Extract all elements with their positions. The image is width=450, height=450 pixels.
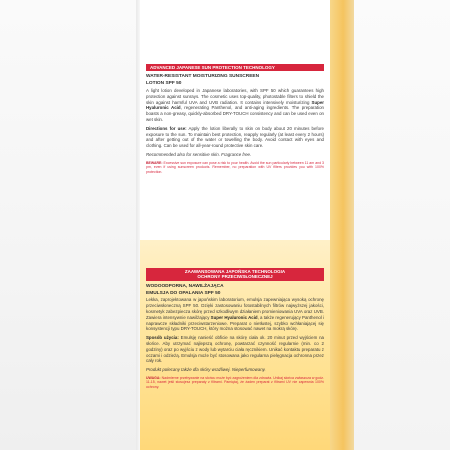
pl-section-header <box>146 268 324 281</box>
polish-section <box>146 268 324 389</box>
en-section-header: ADVANCED JAPANESE SUN PROTECTION TECHNOLOGY <box>146 64 324 71</box>
pl-warning-label: UWAGA: <box>146 375 161 380</box>
en-directions <box>146 126 324 149</box>
en-beware-text: Excessive sun exposure can pose a risk to your health. Avoid the sun particularly between 11 am and 3 pm, even if using sunscreen products. Remember, no preparation with UV filters provides you with 100% protection. <box>146 160 324 174</box>
en-desc-part-1: A light lotion developed in Japanese laboratories, with SPF 50 which guarantees high protection against sunrays. The cosmetic uses top-quality, photostable filters to shield the skin against harmful UVA and UVB radiation. It contains intensively moisturizing <box>146 88 324 105</box>
en-desc-part-2: , regenerating Panthenol, and anti-aging ingredients. The preparation boasts a non-greasy, quickly-absorbed DRY-TOUCH consistency and can be used even on wet skin. <box>146 105 325 122</box>
english-section <box>146 64 324 174</box>
en-directions-label: Directions for use: <box>146 125 187 131</box>
pl-directions-text: Emulsję nanieść obficie na skórę ciała ok. 20 minut przed wyjściem na słońce. Aby utrzymać najlepszą ochronę, powtarzać czynność regularnie (min. co 2 godziny) oraz po wyjściu z wody lub wytarciu ciała ręcznikiem. Unikać kontaktu preparatu z oczami i odzieżą. Emulsja może być stosowana jako regularna pielęgnacja ochronna przez cały rok. <box>146 335 324 364</box>
pl-warning <box>146 376 324 389</box>
pl-desc-bold-ingredient: Super Hyaluronic Acid <box>210 314 258 320</box>
pl-directions <box>146 335 324 364</box>
pl-directions-label: Sposób użycia: <box>146 335 179 341</box>
pl-product-title-line-2: EMULSJA DO OPALANIA SPF 50 <box>146 290 221 296</box>
product-package <box>140 0 330 450</box>
en-description <box>146 88 324 123</box>
pl-description <box>146 297 324 332</box>
en-desc-bold-ingredient: Super Hyaluronic Acid <box>146 99 324 111</box>
pl-section-header-line-2: OCHRONY PRZECIWSŁONECZNEJ <box>197 274 273 280</box>
en-beware <box>146 161 324 174</box>
pl-section-header-line-1: ZAAWANSOWANA JAPOŃSKA TECHNOLOGIA <box>184 269 286 274</box>
pl-product-title-line-1: WODOODPORNA, NAWILŻAJĄCA <box>146 283 224 289</box>
package-edge-right <box>330 0 354 450</box>
en-product-title-line-2: LOTION SPF 50 <box>146 81 182 87</box>
en-directions-text: Apply the lotion liberally to skin on body about 20 minutes before exposure to the sun. To maintain best protection, reapply regularly (at least every 2 hours) and after getting out of the water or towelling the body. Avoid contact with eyes and clothing. Can be used for all-year-round protective skin care. <box>146 125 324 149</box>
background-left <box>0 0 140 450</box>
pl-warning-text: Nadmierne przebywanie na słońcu może być zagrożeniem dla zdrowia. Unikaj słońca zwłaszcza w godz. 11-15, nawet jeśli stosujesz preparaty z filtrami. Pamiętaj, że żaden preparat z filtrami UV nie zapewnia 100% ochrony. <box>146 375 324 389</box>
en-product-title-line-1: WATER-RESISTANT MOISTURIZING SUNSCREEN <box>146 74 260 80</box>
en-beware-label: BEWARE: <box>146 160 163 165</box>
pl-recommended: Produkt polecany także dla skóry wrażliwej. Nieperfumowany. <box>146 367 266 373</box>
en-recommended: Recommended also for sensitive skin. Fragrance free. <box>146 151 252 157</box>
pl-desc-part-2: , a także regenerujący Panthenol i naprawcze składniki przeciwstarzeniowe. Preparat o nietłustej, szybko wchłaniającej się konsystencji typu DRY-TOUCH, który można stosować nawet na mokrą skórę. <box>146 314 324 332</box>
pl-desc-part-1: Lekka, zaprojektowana w japońskim laboratorium, emulsja zapewniająca wysoką ochronę przeciwsłoneczną SPF 50. Dzięki zastosowaniu fotostabilnych filtrów najwyższej jakości, kosmetyk zabezpiecza skórę przed szkodliwym działaniem promieniowania UVA oraz UVB. Zawiera intensywnie nawilżający <box>146 297 324 320</box>
